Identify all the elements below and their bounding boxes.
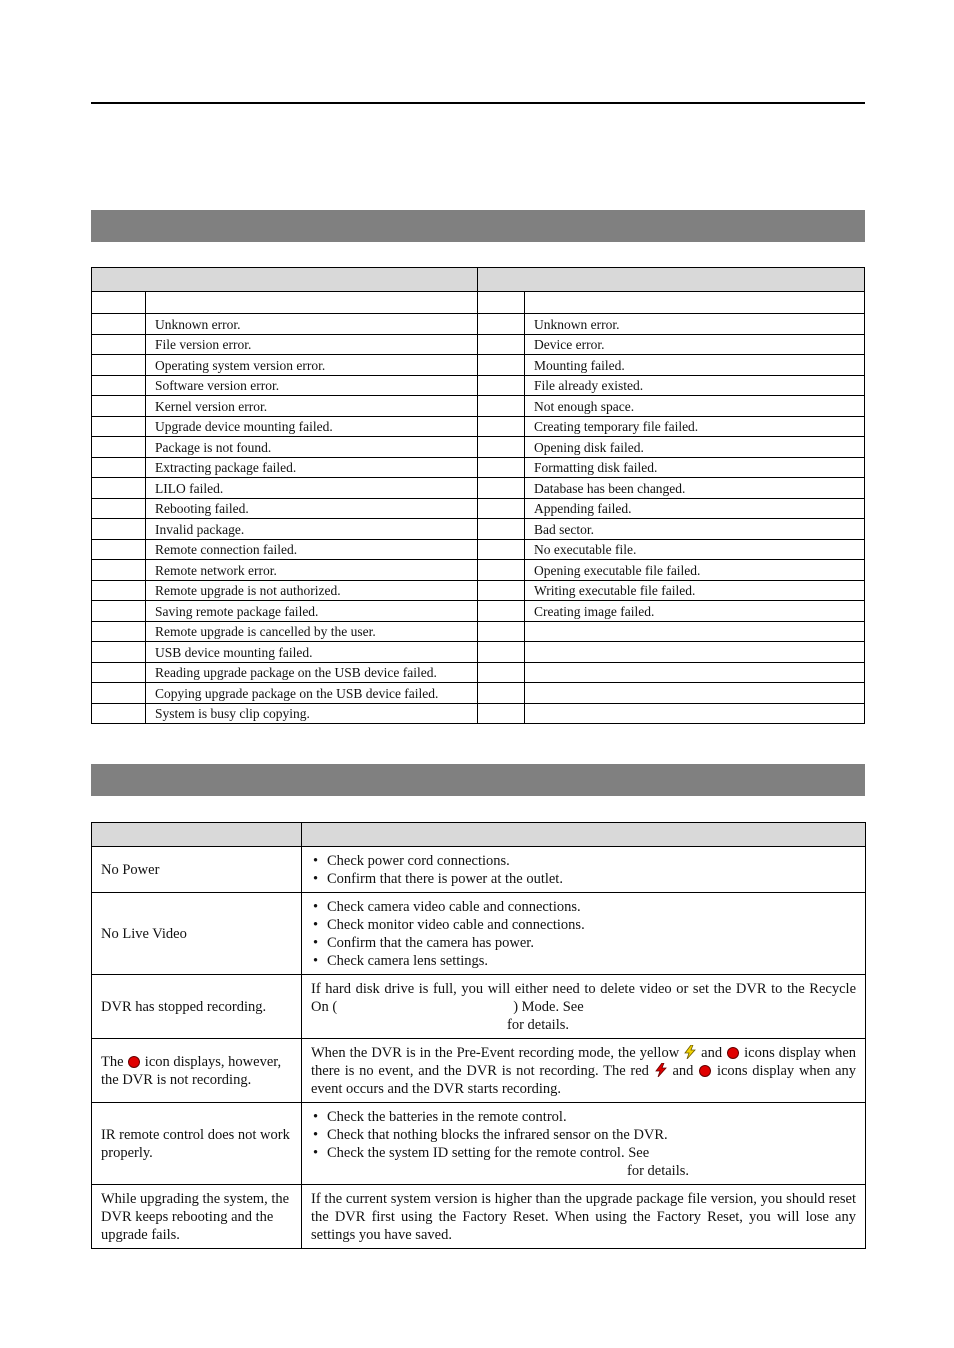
code-cell [92, 375, 146, 396]
table-row [92, 1039, 866, 1103]
solution-text: and [672, 1063, 694, 1079]
bullet-item: • Confirm that there is power at the outlet. [311, 870, 856, 888]
message-cell: Reading upgrade package on the USB device failed. [146, 662, 478, 683]
troubleshooting-table [91, 822, 866, 1249]
code-cell [92, 478, 146, 499]
subheader-cell [92, 292, 146, 314]
table-row [92, 457, 865, 478]
code-cell [92, 314, 146, 335]
problem-cell [92, 1039, 302, 1103]
subheader-cell [525, 292, 865, 314]
bullet-item: • Check camera lens settings. [311, 952, 856, 970]
message-cell: Bad sector. [525, 519, 865, 540]
code-cell [92, 396, 146, 417]
code-cell [92, 560, 146, 581]
message-cell: Opening executable file failed. [525, 560, 865, 581]
problem-cell: IR remote control does not work properly. [92, 1103, 302, 1185]
bullet-item: • Check camera video cable and connections. [311, 898, 856, 916]
problem-header [92, 823, 302, 847]
message-cell: Formatting disk failed. [525, 457, 865, 478]
code-cell [478, 355, 525, 376]
error-table-subheader [92, 292, 865, 314]
message-cell: Creating temporary file failed. [525, 416, 865, 437]
table-row [92, 539, 865, 560]
code-cell [478, 683, 525, 704]
problem-cell: No Power [92, 847, 302, 893]
table-row [92, 847, 866, 893]
code-cell [92, 601, 146, 622]
code-cell [478, 519, 525, 540]
message-cell: Copying upgrade package on the USB device failed. [146, 683, 478, 704]
code-cell [478, 396, 525, 417]
solution-cell [302, 1039, 866, 1103]
bullet-item: • Check power cord connections. [311, 852, 856, 870]
bullet-item: • Check the batteries in the remote control. [311, 1108, 856, 1126]
subheader-cell [478, 292, 525, 314]
code-cell [478, 314, 525, 335]
message-cell: Creating image failed. [525, 601, 865, 622]
message-cell: Not enough space. [525, 396, 865, 417]
solution-text: icons display when there is no event, and the DVR is not recording. The red [311, 1045, 857, 1079]
message-cell: Upgrade device mounting failed. [146, 416, 478, 437]
subheader-cell [146, 292, 478, 314]
message-cell: Rebooting failed. [146, 498, 478, 519]
message-cell: Saving remote package failed. [146, 601, 478, 622]
message-cell: Device error. [525, 334, 865, 355]
code-cell [92, 334, 146, 355]
code-cell [478, 703, 525, 724]
code-cell [478, 375, 525, 396]
troubleshooting-section-bar [91, 764, 865, 796]
message-cell [525, 642, 865, 663]
error-codes-section-bar [91, 210, 865, 242]
error-table-header [92, 268, 865, 292]
table-row [92, 683, 865, 704]
message-cell: File version error. [146, 334, 478, 355]
table-row [92, 580, 865, 601]
red-bolt-icon [654, 1063, 668, 1077]
message-cell: Remote upgrade is cancelled by the user. [146, 621, 478, 642]
table-row [92, 601, 865, 622]
bullet-text: Check the system ID setting for the remote control. See [327, 1145, 650, 1161]
message-cell: Unknown error. [146, 314, 478, 335]
table-row [92, 662, 865, 683]
record-dot-icon [128, 1056, 140, 1068]
table-row [92, 703, 865, 724]
code-cell [92, 519, 146, 540]
code-cell [478, 437, 525, 458]
table-row [92, 334, 865, 355]
solution-text: icons display when any event occurs and the DVR starts recording. [311, 1063, 857, 1097]
solution-header [302, 823, 866, 847]
record-dot-icon [727, 1047, 739, 1059]
table-row [92, 355, 865, 376]
table-row [92, 1103, 866, 1185]
code-cell [478, 601, 525, 622]
table-row [92, 1185, 866, 1249]
message-cell: System is busy clip copying. [146, 703, 478, 724]
message-cell: Opening disk failed. [525, 437, 865, 458]
message-cell: Software version error. [146, 375, 478, 396]
solution-cell [302, 1103, 866, 1185]
message-cell: No executable file. [525, 539, 865, 560]
table-row [92, 975, 866, 1039]
solution-cell [302, 893, 866, 975]
message-cell: Extracting package failed. [146, 457, 478, 478]
bullet-text: for details. [627, 1163, 690, 1179]
code-cell [92, 416, 146, 437]
table-row [92, 560, 865, 581]
table-row [92, 437, 865, 458]
message-cell [525, 621, 865, 642]
table-row [92, 498, 865, 519]
message-cell: Database has been changed. [525, 478, 865, 499]
solution-text: ) Mode. See [513, 999, 584, 1015]
code-cell [92, 683, 146, 704]
solution-text: and [701, 1045, 723, 1061]
message-cell: Mounting failed. [525, 355, 865, 376]
header-cell-right [478, 268, 865, 292]
table-row [92, 478, 865, 499]
solution-text: for details. [507, 1017, 570, 1033]
table-row [92, 375, 865, 396]
table-row [92, 621, 865, 642]
code-cell [92, 662, 146, 683]
code-cell [478, 457, 525, 478]
code-cell [478, 621, 525, 642]
header-cell-left [92, 268, 478, 292]
record-dot-icon [699, 1065, 711, 1077]
code-cell [92, 539, 146, 560]
code-cell [478, 580, 525, 601]
yellow-bolt-icon [683, 1045, 697, 1059]
code-cell [92, 355, 146, 376]
message-cell: Package is not found. [146, 437, 478, 458]
bullet-item: • Confirm that the camera has power. [311, 934, 856, 952]
message-cell: LILO failed. [146, 478, 478, 499]
code-cell [92, 498, 146, 519]
solution-cell [302, 975, 866, 1039]
solution-text: If hard disk drive is full, you will either need to delete video or set the DVR to the Recycle On ( [311, 981, 856, 1015]
error-code-table [91, 267, 865, 724]
code-cell [478, 334, 525, 355]
code-cell [478, 642, 525, 663]
problem-text: icon displays, however, the DVR is not recording. [101, 1053, 282, 1088]
problem-cell: While upgrading the system, the DVR keeps rebooting and the upgrade fails. [92, 1185, 302, 1249]
code-cell [92, 642, 146, 663]
code-cell [92, 437, 146, 458]
code-cell [92, 703, 146, 724]
troubleshooting-header [92, 823, 866, 847]
bullet-item [311, 1144, 856, 1180]
table-row [92, 314, 865, 335]
message-cell [525, 683, 865, 704]
table-row [92, 396, 865, 417]
code-cell [478, 662, 525, 683]
solution-cell [302, 847, 866, 893]
message-cell: Appending failed. [525, 498, 865, 519]
table-row [92, 519, 865, 540]
table-row [92, 893, 866, 975]
code-cell [478, 478, 525, 499]
message-cell [525, 703, 865, 724]
problem-cell: No Live Video [92, 893, 302, 975]
message-cell: Operating system version error. [146, 355, 478, 376]
message-cell: Kernel version error. [146, 396, 478, 417]
table-row [92, 416, 865, 437]
top-rule [91, 102, 865, 104]
bullet-item: • Check that nothing blocks the infrared sensor on the DVR. [311, 1126, 856, 1144]
code-cell [478, 416, 525, 437]
code-cell [92, 621, 146, 642]
message-cell: Writing executable file failed. [525, 580, 865, 601]
message-cell: File already existed. [525, 375, 865, 396]
message-cell: Remote upgrade is not authorized. [146, 580, 478, 601]
code-cell [92, 457, 146, 478]
code-cell [478, 498, 525, 519]
code-cell [478, 560, 525, 581]
problem-cell: DVR has stopped recording. [92, 975, 302, 1039]
message-cell: Remote connection failed. [146, 539, 478, 560]
solution-text: When the DVR is in the Pre-Event recording mode, the yellow [311, 1045, 680, 1061]
bullet-item: • Check monitor video cable and connections. [311, 916, 856, 934]
code-cell [478, 539, 525, 560]
message-cell [525, 662, 865, 683]
table-row [92, 642, 865, 663]
code-cell [92, 580, 146, 601]
solution-cell: If the current system version is higher than the upgrade package file version, you should reset the DVR first using the Factory Reset. When using the Factory Reset, you will lose any settings you have saved. [302, 1185, 866, 1249]
message-cell: Invalid package. [146, 519, 478, 540]
message-cell: Remote network error. [146, 560, 478, 581]
message-cell: USB device mounting failed. [146, 642, 478, 663]
message-cell: Unknown error. [525, 314, 865, 335]
problem-text: The [101, 1053, 124, 1070]
